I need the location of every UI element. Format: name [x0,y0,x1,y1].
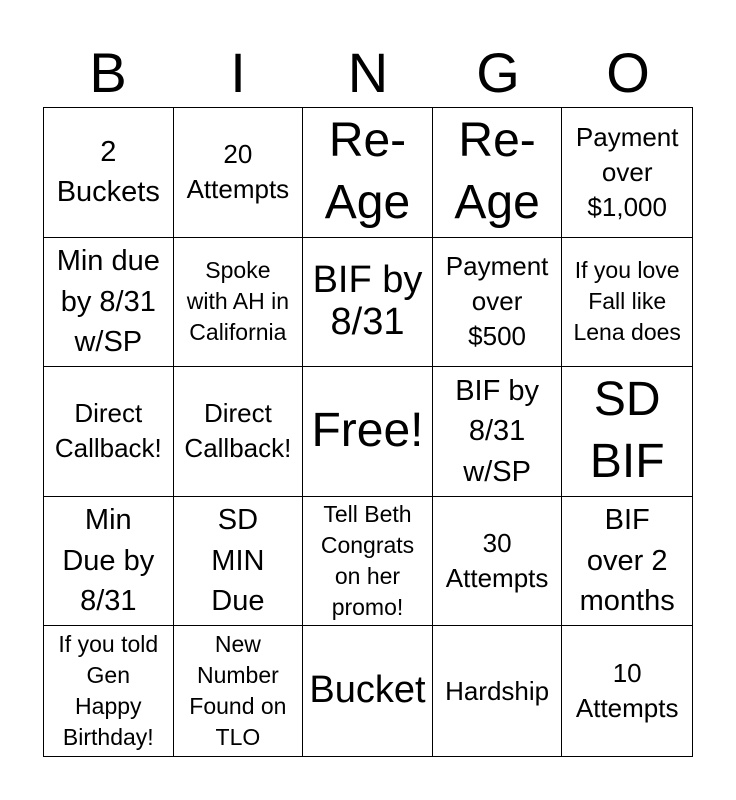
bingo-cell-r1-c2[interactable]: 20 Attempts [174,108,304,238]
bingo-cell-r5-c1[interactable]: If you told Gen Happy Birthday! [44,626,174,756]
bingo-cell-r4-c4[interactable]: 30 Attempts [433,497,563,627]
bingo-cell-r2-c5[interactable]: If you love Fall like Lena does [562,238,692,368]
header-letter-i: I [230,41,246,104]
bingo-cell-r3-c2[interactable]: Direct Callback! [174,367,304,497]
bingo-cell-r2-c2[interactable]: Spoke with AH in California [174,238,304,368]
bingo-cell-r3-c1[interactable]: Direct Callback! [44,367,174,497]
bingo-cell-r5-c3[interactable]: Bucket [303,626,433,756]
bingo-cell-r4-c3[interactable]: Tell Beth Congrats on her promo! [303,497,433,627]
bingo-cell-r2-c4[interactable]: Payment over $500 [433,238,563,368]
bingo-cell-r5-c2[interactable]: New Number Found on TLO [174,626,304,756]
header-letter-b: B [89,41,127,104]
bingo-cell-r4-c1[interactable]: Min Due by 8/31 [44,497,174,627]
bingo-cell-r2-c1[interactable]: Min due by 8/31 w/SP [44,238,174,368]
header-letter-g: G [476,41,520,104]
header-letter-n: N [347,41,389,104]
bingo-cell-r1-c4[interactable]: Re- Age [433,108,563,238]
bingo-cell-r4-c5[interactable]: BIF over 2 months [562,497,692,627]
bingo-cell-r4-c2[interactable]: SD MIN Due [174,497,304,627]
bingo-cell-r3-c4[interactable]: BIF by 8/31 w/SP [433,367,563,497]
bingo-grid [43,107,693,757]
bingo-cell-r1-c3[interactable]: Re- Age [303,108,433,238]
bingo-cell-r2-c3[interactable]: BIF by 8/31 [303,238,433,368]
bingo-cell-r3-c3-free[interactable]: Free! [303,367,433,497]
bingo-header [43,40,693,106]
bingo-cell-r1-c1[interactable]: 2 Buckets [44,108,174,238]
header-letter-o: O [606,41,650,104]
bingo-cell-r3-c5[interactable]: SD BIF [562,367,692,497]
bingo-cell-r1-c5[interactable]: Payment over $1,000 [562,108,692,238]
bingo-cell-r5-c5[interactable]: 10 Attempts [575,658,679,724]
bingo-cell-r5-c4[interactable]: Hardship [433,626,563,756]
